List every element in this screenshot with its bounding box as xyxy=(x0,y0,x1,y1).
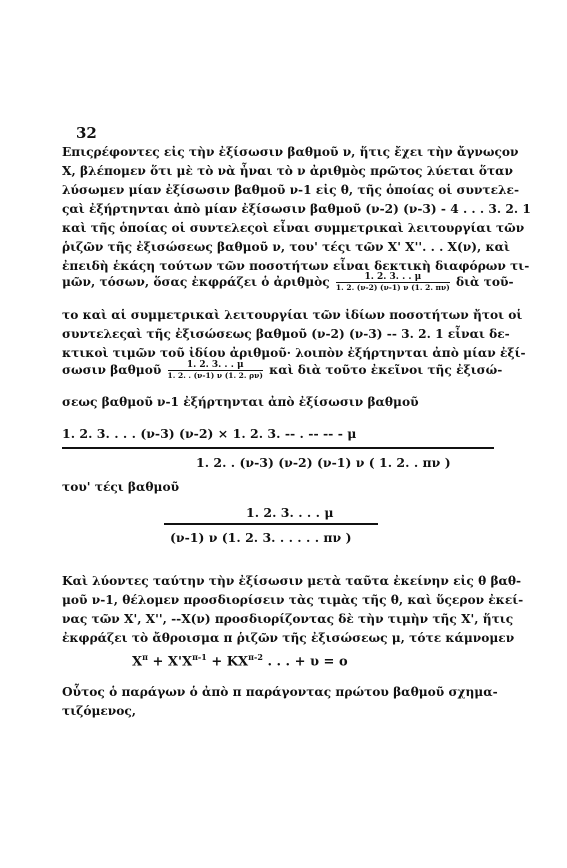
equation-exponent: π xyxy=(142,652,148,662)
line-text: σωσιν βαθμοῦ xyxy=(62,363,162,377)
line-text: καὶ διὰ τοῦτο ἐκεῖνοι τῆς ἐξισώ- xyxy=(269,363,503,377)
fraction-numerator: 1. 2. 3. . . . μ xyxy=(246,505,334,520)
text-line: κτικοὶ τιμῶν τοῦ ἰδίου ἀριθμοῦ· λοιπὸν ἐξήρτηνται ἀπὸ μίαν ἐξί- xyxy=(62,346,526,360)
equation-term: . . . + υ = o xyxy=(267,654,348,670)
big-fraction-numerator: 1. 2. 3. . . . (ν-3) (ν-2) × 1. 2. 3. -- . -- -- - μ xyxy=(62,426,357,441)
text-line: Επιςρέφοντες εἰς τὴν ἐξίσωσιν βαθμοῦ ν, ἥτις ἔχει τὴν ἄγνωςον xyxy=(62,145,519,159)
equation-term: Χ xyxy=(132,654,143,670)
text-line: ἐπειδὴ ἑκάςη τούτων τῶν ποσοτήτων εἶναι δεκτικὴ διαφόρων τι- xyxy=(62,259,530,273)
page-number: 32 xyxy=(76,124,97,142)
text-line: λύσωμεν μίαν ἐξίσωσιν βαθμοῦ ν-1 εἰς θ, τῆς ὁποίας οἱ συντελε- xyxy=(62,183,520,197)
fraction-numerator: 1. 2. 3. . . μ xyxy=(168,360,263,371)
fraction-bar xyxy=(164,523,378,525)
text-line: ςαὶ ἐξήρτηνται ἀπὸ μίαν ἐξίσωσιν βαθμοῦ (ν-2) (ν-3) - 4 . . . 3. 2. 1 xyxy=(62,202,531,216)
equation-term: + ΚΧ xyxy=(211,654,249,670)
fraction-denominator: (ν-1) ν (1. 2. 3. . . . . . πν ) xyxy=(170,530,352,545)
text-line: καὶ τῆς ὁποίας οἱ συντελεςοὶ εἶναι συμμετρικαὶ λειτουργίαι τῶν xyxy=(62,221,525,235)
equation-exponent: π-1 xyxy=(192,652,207,662)
fraction-denominator: 1. 2. (ν-2) (ν-1) ν (1. 2. πν) xyxy=(335,283,450,292)
text-line: συντελεςαὶ τῆς ἐξισώσεως βαθμοῦ (ν-2) (ν-3) -- 3. 2. 1 εἶναι δε- xyxy=(62,327,510,341)
equation-term: + Χ'Χ xyxy=(152,654,193,670)
text-line: του' τέςι βαθμοῦ xyxy=(62,480,180,494)
big-fraction-bar xyxy=(62,447,494,449)
line-text: μῶν, τόσων, ὅσας ἐκφράζει ὁ ἀριθμὸς xyxy=(62,275,330,289)
equation-exponent: π-2 xyxy=(248,652,263,662)
text-line: μοῦ ν-1, θέλομεν προσδιορίσειν τὰς τιμὰς τῆς θ, καὶ ὕςερον ἐκεί- xyxy=(62,593,524,607)
text-line: νας τῶν Χ', Χ'', --Χ(ν) προσδιορίζοντας δὲ τὴν τιμὴν τῆς Χ', ἥτις xyxy=(62,612,514,626)
fraction-denominator: 1. 2. . (ν-1) ν (1. 2. ρν) xyxy=(167,371,263,380)
text-line: ἐκφράζει τὸ ἄθροισμα π ῥιζῶν τῆς ἐξισώσεως μ, τότε κάμνομεν xyxy=(62,631,515,645)
inline-fraction xyxy=(168,360,263,381)
text-line: ῥιζῶν τῆς ἐξισώσεως βαθμοῦ ν, του' τέςι τῶν Χ' Χ''. . . Χ(ν), καὶ xyxy=(62,240,510,254)
fraction-numerator: 1. 2. 3. . . μ xyxy=(336,272,450,283)
line-text: διὰ τοῦ- xyxy=(456,275,514,289)
text-line: Οὗτος ὁ παράγων ὁ ἀπὸ π παράγοντας πρώτου βαθμοῦ σχημα- xyxy=(62,685,498,699)
text-line: Χ, βλέπομεν ὅτι μὲ τὸ νὰ ἦναι τὸ ν ἀριθμὸς πρῶτος λύεται ὅταν xyxy=(62,164,514,178)
text-line: το καὶ αἱ συμμετρικαὶ λειτουργίαι τῶν ἰδίων ποσοτήτων ἤτοι οἱ xyxy=(62,308,523,322)
text-line-with-fraction xyxy=(62,272,514,293)
text-line: σεως βαθμοῦ ν-1 ἐξήρτηνται ἀπὸ ἐξίσωσιν βαθμοῦ xyxy=(62,395,419,409)
text-line: τιζόμενος, xyxy=(62,704,137,718)
text-line-with-fraction xyxy=(62,360,503,381)
text-line: Καὶ λύοντες ταύτην τὴν ἐξίσωσιν μετὰ ταῦτα ἐκείνην εἰς θ βαθ- xyxy=(62,574,522,588)
polynomial-equation xyxy=(132,652,348,669)
big-fraction-denominator: 1. 2. . (ν-3) (ν-2) (ν-1) ν ( 1. 2. . πν ) xyxy=(196,455,451,470)
inline-fraction xyxy=(336,272,450,293)
